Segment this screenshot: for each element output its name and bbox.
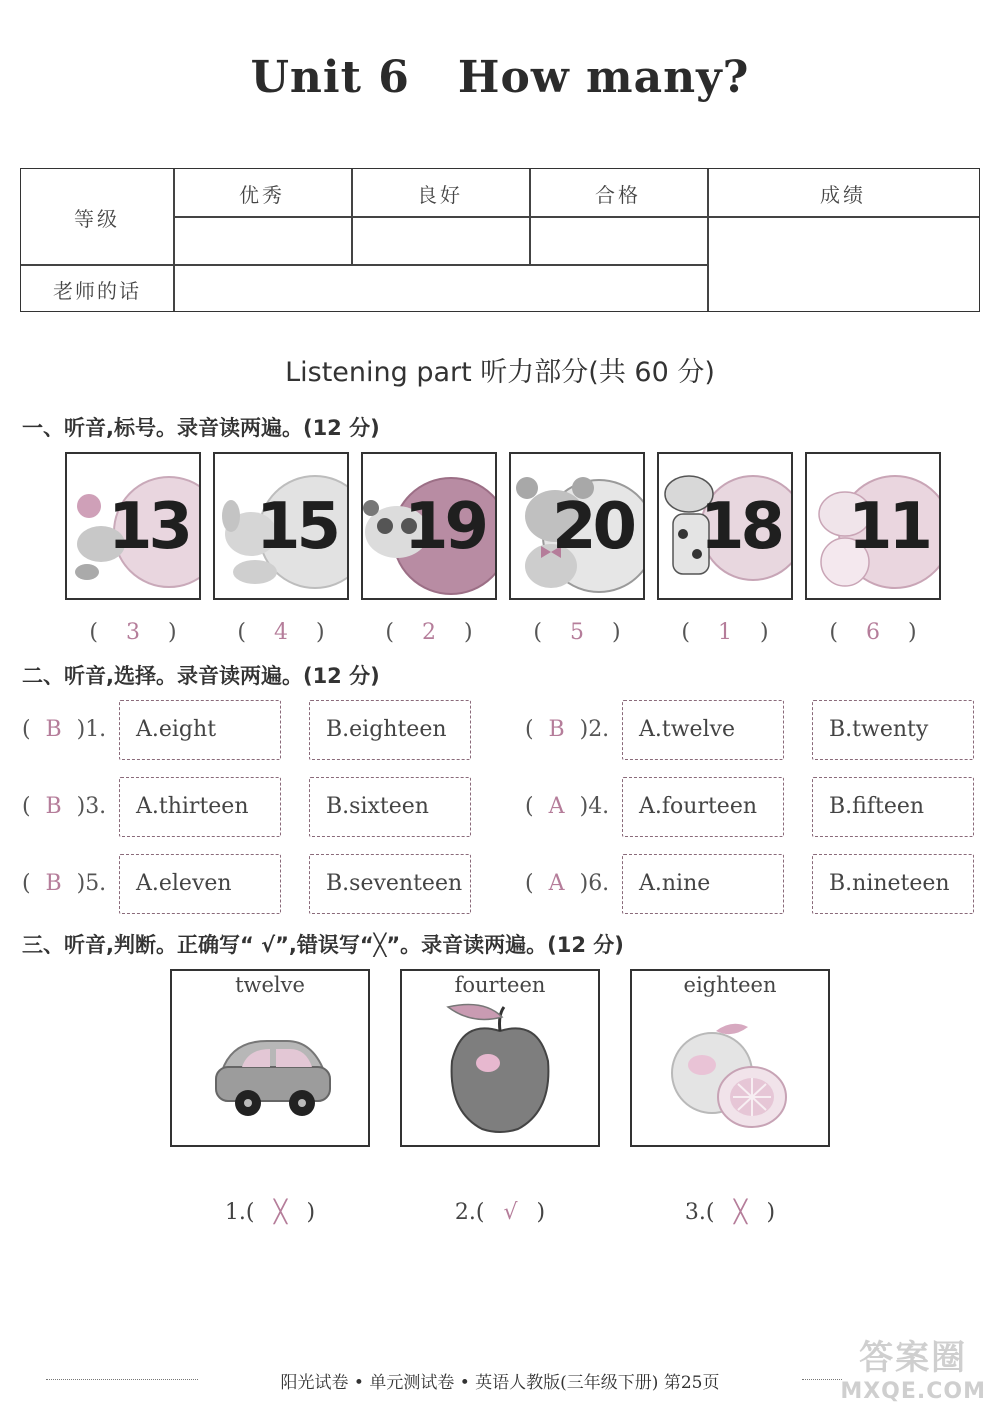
card-number: 19: [403, 490, 485, 564]
apple-icon: [402, 1001, 598, 1141]
option-b[interactable]: B.seventeen: [309, 854, 471, 914]
part1-heading: 一、听音,标号。录音读两遍。(12 分): [22, 416, 380, 440]
choice-answer[interactable]: ( B )3.: [22, 794, 107, 819]
page-title: [0, 52, 1000, 103]
level-excellent: 优秀: [239, 183, 285, 207]
number-card: [213, 452, 349, 600]
option-b[interactable]: B.sixteen: [309, 777, 471, 837]
picture-word: eighteen: [683, 973, 777, 997]
option-b[interactable]: B.fifteen: [812, 777, 974, 837]
choice-answer[interactable]: ( B )2.: [525, 717, 610, 742]
card-number: 20: [551, 490, 633, 564]
grade-table: [20, 168, 980, 312]
option-a[interactable]: A.nine: [622, 854, 784, 914]
part2-heading: 二、听音,选择。录音读两遍。(12 分): [22, 664, 380, 688]
card-number: 13: [107, 490, 189, 564]
card-number: 11: [847, 490, 929, 564]
unit-topic: How many?: [457, 52, 750, 103]
option-b[interactable]: B.nineteen: [812, 854, 974, 914]
option-a[interactable]: A.fourteen: [622, 777, 784, 837]
teacher-comment-label: 老师的话: [53, 279, 141, 303]
answer-blank[interactable]: ( 5 ): [533, 620, 621, 645]
part3-heading: 三、听音,判断。正确写“ √”,错误写“╳”。录音读两遍。(12 分): [22, 933, 624, 957]
grade-label: 等级: [74, 207, 120, 231]
card-number: 15: [255, 490, 337, 564]
site-watermark: 答案圈 MXQE.COM: [840, 1338, 986, 1404]
number-card: [361, 452, 497, 600]
judge-answer[interactable]: 3.( ╳ ): [684, 1200, 776, 1225]
judge-answer[interactable]: 1.( ╳ ): [224, 1200, 316, 1225]
answer-blank[interactable]: ( 3 ): [89, 620, 177, 645]
score-label: 成绩: [820, 183, 866, 207]
option-b[interactable]: B.twenty: [812, 700, 974, 760]
option-a[interactable]: A.twelve: [622, 700, 784, 760]
number-card: [65, 452, 201, 600]
judge-answer[interactable]: 2.( √ ): [454, 1200, 546, 1225]
picture-word: twelve: [235, 973, 305, 997]
card-number: 18: [699, 490, 781, 564]
choice-answer[interactable]: ( A )4.: [525, 794, 610, 819]
level-good: 良好: [417, 183, 463, 207]
answer-blank[interactable]: ( 2 ): [385, 620, 473, 645]
picture-box: [170, 969, 370, 1147]
picture-box: [400, 969, 600, 1147]
number-card: [509, 452, 645, 600]
level-pass: 合格: [595, 183, 641, 207]
orange-icon: [632, 1001, 828, 1141]
option-a[interactable]: A.eight: [119, 700, 281, 760]
number-card: [805, 452, 941, 600]
option-a[interactable]: A.eleven: [119, 854, 281, 914]
answer-blank[interactable]: ( 1 ): [681, 620, 769, 645]
choice-answer[interactable]: ( A )6.: [525, 871, 610, 896]
car-icon: [172, 1001, 368, 1141]
option-b[interactable]: B.eighteen: [309, 700, 471, 760]
answer-blank[interactable]: ( 4 ): [237, 620, 325, 645]
section-title: Listening part 听力部分(共 60 分): [285, 357, 715, 388]
choice-answer[interactable]: ( B )1.: [22, 717, 107, 742]
picture-word: fourteen: [454, 973, 546, 997]
unit-label: Unit 6: [250, 52, 410, 103]
answer-blank[interactable]: ( 6 ): [829, 620, 917, 645]
option-a[interactable]: A.thirteen: [119, 777, 281, 837]
choice-answer[interactable]: ( B )5.: [22, 871, 107, 896]
page-footer: 阳光试卷 • 单元测试卷 • 英语人教版(三年级下册) 第25页: [280, 1373, 720, 1393]
picture-box: [630, 969, 830, 1147]
number-card: [657, 452, 793, 600]
